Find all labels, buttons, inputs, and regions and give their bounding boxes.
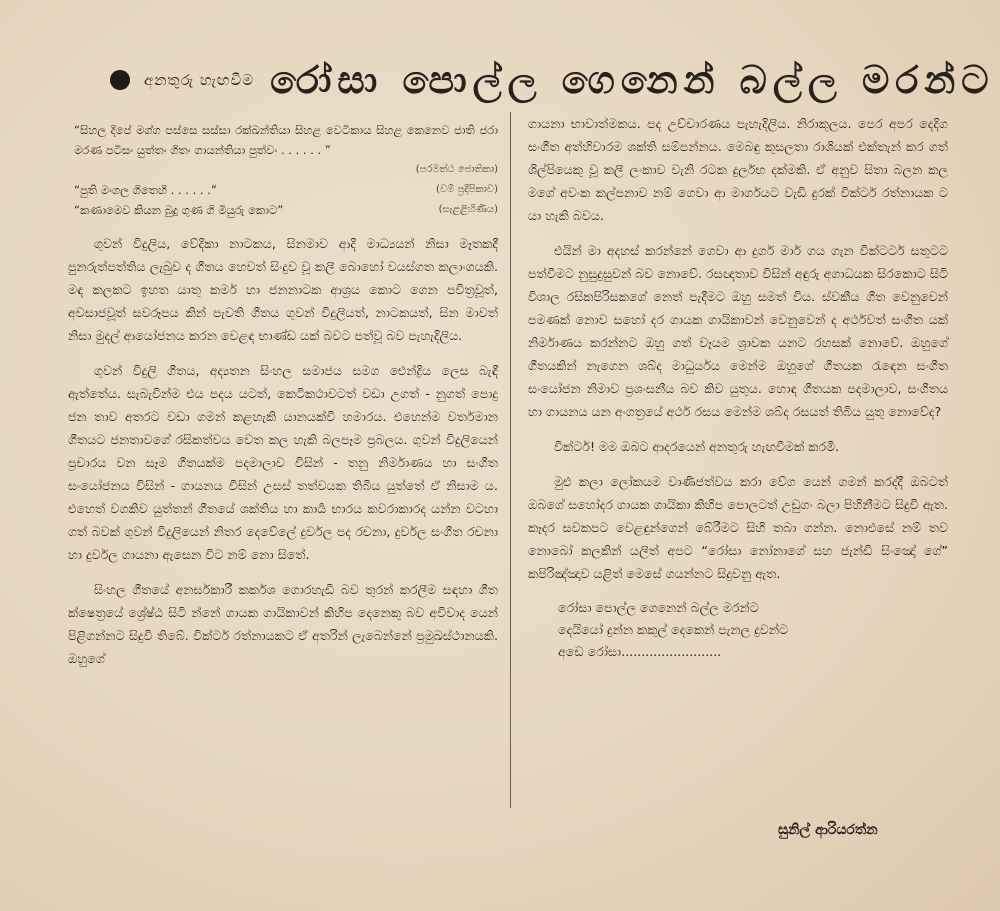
song-lyrics xyxy=(528,597,948,663)
lyric-line-2: දෙයියෝ දුන්න කකුල් දෙකෙන් පැනල දුවන්ට xyxy=(558,622,789,637)
right-paragraph-1: ගායනා භාවාත්මකය. පද උච්චාරණය පැහැදිලිය. නිරාකූලය. පෙර අපර දෙදිග සංගීත අත්හිවාරම ශක්ති සම්පන්නය. මෙබඳු කුසලතා රාශියක් එක්තැන් කර ගත් ශිල්පියෙකු වූ කලී ලංකාව වැනි රටක දුර්ලභ දක්මකි. ඒ අනුව සිතා බලන කල මගේ අවංක කල්පනාව නම් ගෙවා ආ මාර්ගයට වැඩි දුරක් වික්ටර් රත්නායක ට යා හැකි බවය. xyxy=(528,116,948,223)
lyric-line-3: අඩෙ රෝසා......................... xyxy=(558,644,722,659)
right-paragraph-2: එයින් මා අදහස් කරන්නේ ගෙවා ආ දුර්ග මාර් ගය ගැන වික්ටර්ට සතුටට පත්වීමට නුසුදුසුවන් බව නොවේ. රසඥතාව විසින් අඳුරු අගාධයක සිරකොට සිටි විශාල රසිකපිරිසකගේ නෙත් පැදීමට ඔහු සමත් විය. ස්වකීය ගීත වෙනුවෙන් පමණක් නොව සහෝ දර ගායක ගායිකාවන් වෙනුවෙන් ද අර්ථවත් සංගීත යක් නිර්මාණය කරන්නට ඔහු ගත් වෑයම ශ්‍රාවක යනට රහසක් නොවේ. ඔහුගේ ගීතයකින් නැගෙන ශබ්ද මාධුර්යය මෙන්ම ඔහුගේ ගීතයක රැඳෙන සංගීත සංයෝජන නිමාව ප්‍රශංසනීය බව කිව යුතුය. හොඳ ගීතයක පදමාලාව, සංගීතය හා ගායනය යන අංගත්‍රයේ අර්ථ රසය මෙන්ම ශබ්ද රසයත් තිබිය යුතු නොවේද? xyxy=(528,243,948,419)
quote-1-source-row xyxy=(74,160,498,180)
quote-2-source: (වම් ප්‍රදීපිකාව) xyxy=(436,184,498,195)
right-paragraph-4: මුළු කලා ලෝකයම වාණිජත්වය කරා වේග යෙන් ගමන් කරද්දී ඔබටත් ඔබගේ සහෝදර ගායක ගායිකා කිහිප පොලටත් උඩුගං බලා පිහිනීමට සිදුවී ඇත. කෑදර සවකපට වෙළඳුන්ගෙන් බේරීමට සිහි තබා ගන්න. නොඑසේ නම් තව නොබෝ කලකින් යලිත් අපට “රෝසා නෝනාගේ සහ ජැන්ඩි සිංඤෝ ගේ” කපිරිඤ්ඤාව යළිත් මෙසේ ගයන්නට සිදුවනු ඇත. xyxy=(528,474,948,581)
quote-1-text: “සිහල දිපේ මග්ග පස්සෙ සස්සා රක්ඛන්තියා සිහළ වෙටිකාය සිහළ කෙනෙව ජාති ජරා මරණ පටිසං යුත්තං ගිතං ගායන්තියා පුත්වං . . . . . . ” xyxy=(74,123,498,157)
left-paragraph-1: ගුවන් විදුලිය, වේදිකා නාටකය, සිනමාව ආදි මාධ්‍යයන් නිසා මෑතකදී පුනරුත්පත්තිය ලැබුව ද ගීතය හෙවත් සිංදුව වූ කලී බොහෝ වයස්ගත කලාංගයකි. මඳ කලකට ඉහත යාතු කර්ම හා ජනනාටක ආශ්‍රය කොට ගෙන පවිත්‍රවූත්, අවසාජවූත් සවරූපය කින් පැවති ගීතය ගුවන් විදුලියත්, නාටකයත්, සින මාවත් නිසා මුදල් ආයෝජනය කරන වෙළඳ භාණ්ඩ යක් බවට පත්වූ බව පැහැදිලිය. xyxy=(68,236,498,343)
quote-3 xyxy=(74,200,498,220)
bullet-icon xyxy=(110,70,130,90)
left-column xyxy=(68,112,498,682)
left-paragraph-3: සිංහල ගීතයේ අනර්ඝකාරී කර්කශ ගොරහැඩි බව තුරන් කරලීම සඳහා ගීත ක්ෂෙත්‍රයේ ශ්‍රේෂ්ඨ සිටි න්නේ ගායක ගායිකාවන් කිහිප දෙනෙකු බව අවිවාද යෙන් පිළිගන්නට සිදුවී තිබේ. වික්ටර් රත්නායකට ඒ අතරින් ලැබෙන්නේ ප්‍රමුඛස්ථානයකි. ඔහුගේ xyxy=(68,582,498,666)
column-divider xyxy=(510,112,511,808)
left-paragraph-2: ගුවන් විදුලි ගීතය, අද්‍යතන සිංහල සමාජය සමග ඓන්ද්‍රිය ලෙස බැඳී ඇත්තේය. සැබැවින්ම එය පදය යටත්, කෙටිකථාවටත් වඩා උගත් - නුගත් පොදු ජන තාව අතරට වඩා ගමන් කළහැකි යානයක්වී හමාරය. එහෙන්ම වර්තමාන ගීතයට ජනතාවගේ රසිකත්වය වෙත කල හැකි බලපෑම ප්‍රබලය. ගුවන් විදුලියෙන් ප්‍රචාරය වන සෑම ගීතයක්ම පදමාලාව විසින් - තනු නිර්මාණය හා සංගීත සංයෝජනය විසින් - ගායනය විසින් උසස් තත්වයක තිබිය යුත්තේ ඒ නිසාම ය. එහෙත් වගකිව යුත්තන් ගීතයේ ශක්තිය හා කාර්‍ය භාරය කවරාකාරද යන්න වටහා ගත් බවක් ගුවන් විදුලියෙන් නිතර දෙවේලේ දුර්වල පද රචනා, දුර්වල සංගීත රචනා හා දුර්වල ගායනා ඇසෙන විට නම් නො සිතේ. xyxy=(68,363,498,562)
article-headline: රෝසා පොල්ල ගෙනෙන් බල්ල මරන්ට xyxy=(270,58,995,102)
quote-1-source: (පරමත්ථ ජොතිකා) xyxy=(415,164,498,175)
quote-2 xyxy=(74,180,498,200)
right-column xyxy=(528,112,948,663)
lyric-line-1: රෝසා පොල්ල ගෙනෙන් බල්ල මරන්ට xyxy=(558,600,759,615)
epigraph-quotes xyxy=(68,120,498,220)
quote-2-text: “පුති මංගල ගිතෙහි . . . . . .” xyxy=(74,183,217,197)
quote-1 xyxy=(74,120,498,160)
article-header xyxy=(110,52,995,108)
article-kicker: අනතුරු හැඟවීම xyxy=(144,71,255,89)
quote-3-source: (සැළළිහිණිය) xyxy=(438,204,498,215)
right-paragraph-3: වික්ටර්! මම ඔබට ආදරයෙන් අනතුරු හැඟවීමක් කරමි. xyxy=(554,439,840,454)
quote-3-text: “කණාමෙව කියන බුදු ගුණ ගි මියුරු කොට” xyxy=(74,203,284,217)
author-signature: සුනිල් ආරියරත්න xyxy=(778,822,878,838)
